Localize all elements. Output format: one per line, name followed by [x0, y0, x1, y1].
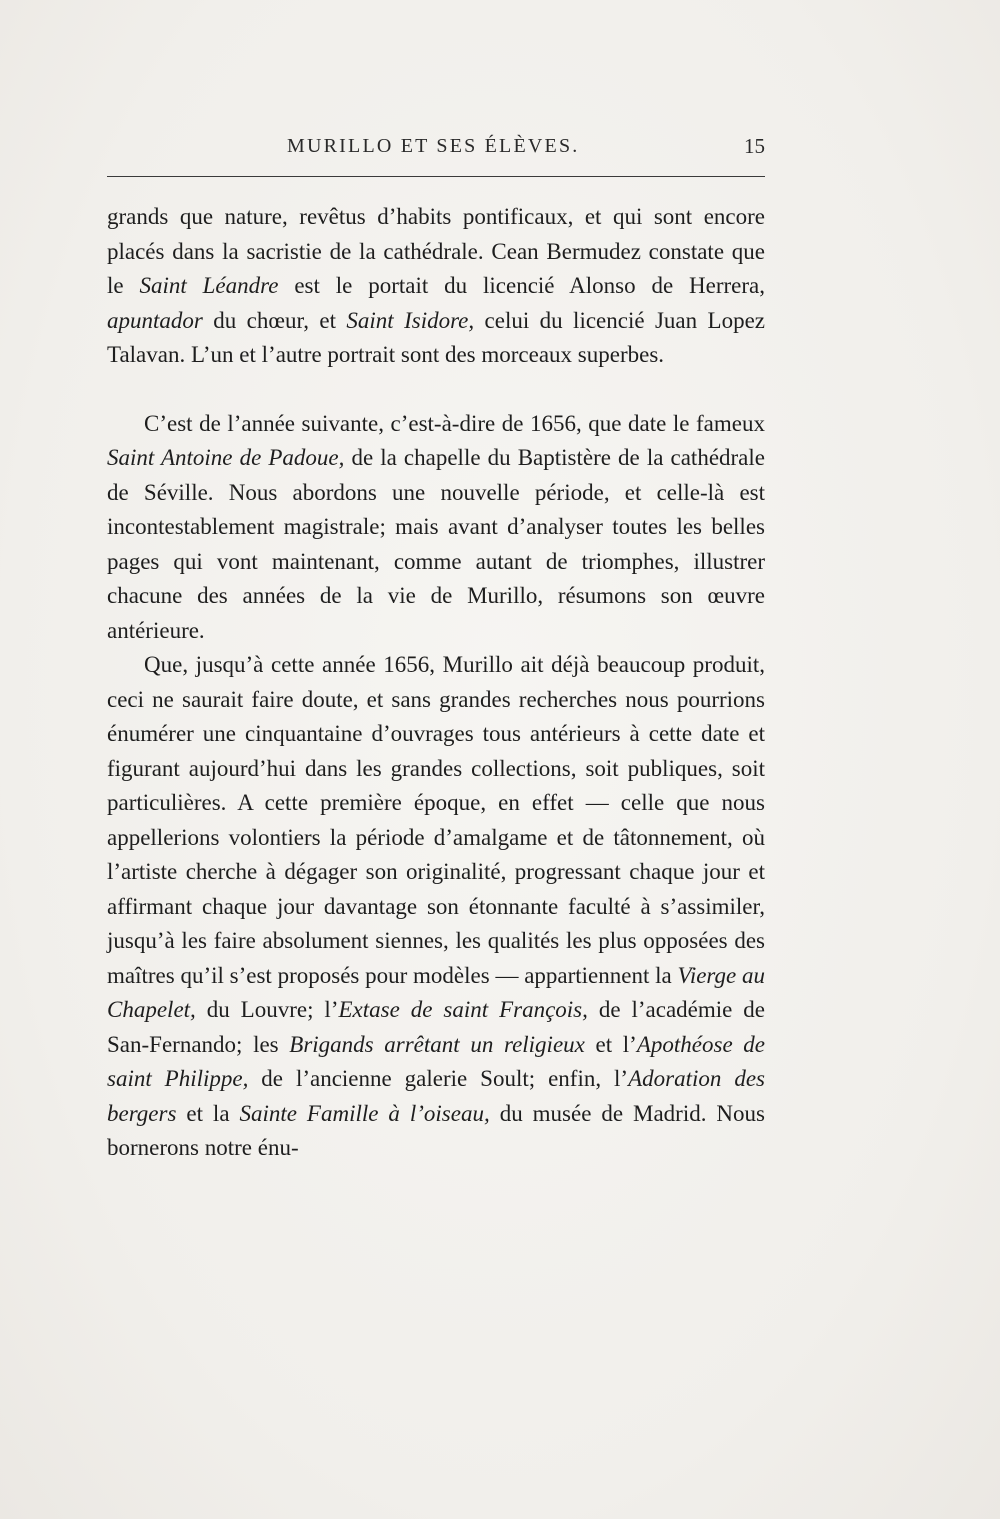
italic-title: Brigands arrêtant un religieux [289, 1031, 585, 1057]
italic-title: Sainte Famille à l’oiseau, [239, 1100, 490, 1126]
text-run: C’est de l’année suivante, c’est-à-dire de 1656, que date le fameux [144, 410, 765, 436]
header-rule [107, 176, 765, 177]
paragraph-2 [107, 407, 765, 649]
text-run: de l’ancienne galerie Soult; enfin, l’ [248, 1066, 629, 1091]
page-header [107, 130, 765, 162]
page-number: 15 [744, 134, 765, 158]
text-run: Que, jusqu’à cette année 1656, Murillo ait déjà beaucoup produit, ceci ne saurait faire doute, et sans grandes recherches nous pourrions énumérer une cinquantaine d’ouvrages tous antérieurs à cette date et figurant aujourd’hui dans les grandes collections, soit publiques, soit particulières. A cette première époque, en effet — celle que nous appellerions volontiers la période d’amalgame et de tâtonnement, où l’artiste cherche à dégager son originalité, progressant chaque jour et affirmant chaque jour davantage son étonnante faculté à s’assimiler, jusqu’à les faire absolument siennes, les qualités les plus opposées des maîtres qu’il s’est proposés pour modèles — appartiennent la [107, 652, 765, 988]
text-run: et la [176, 1100, 240, 1126]
paragraph-3 [107, 648, 765, 1166]
italic-title: Vierge au Chapelet, [107, 962, 765, 1022]
text-run: celui du licencié Juan Lopez Talavan. L’un et l’autre portrait sont des morceaux superbes. [107, 307, 766, 367]
paragraph-1 [107, 200, 765, 373]
italic-title: Adoration des bergers [107, 1066, 765, 1126]
text-run: est le portait du licencié Alonso de Herrera, [278, 273, 765, 298]
text-run: du musée de Madrid. Nous bornerons notre énu- [107, 1100, 765, 1160]
text-run: du Louvre; l’ [195, 997, 339, 1022]
text-run: de la chapelle du Baptistère de la cathédrale de Séville. Nous abordons une nouvelle période, et celle-là est incontestablement magistrale; mais avant d’analyser toutes les belles pages qui vont maintenant, comme autant de triomphes, illustrer chacune des années de la vie de Murillo, résumons son œuvre antérieure. [107, 445, 765, 643]
italic-title: Saint Léandre [139, 273, 279, 298]
running-title: MURILLO ET SES ÉLÈVES. [287, 135, 580, 157]
italic-title: Apothéose de saint Philippe, [107, 1031, 766, 1091]
italic-title: Saint Isidore, [346, 307, 475, 333]
text-run: et l’ [584, 1031, 637, 1057]
text-run: du chœur, et [202, 307, 347, 333]
text-run: grands que nature, revêtus d’habits pontificaux, et qui sont encore placés dans la sacristie de la cathédrale. Cean Bermudez constate que le [107, 204, 765, 298]
italic-term: apuntador [107, 307, 203, 333]
text-run: de l’académie de San-Fernando; les [107, 997, 766, 1057]
italic-title: Saint Antoine de Padoue, [107, 445, 345, 470]
italic-title: Extase de saint François, [338, 997, 588, 1022]
body-text [107, 200, 765, 1166]
